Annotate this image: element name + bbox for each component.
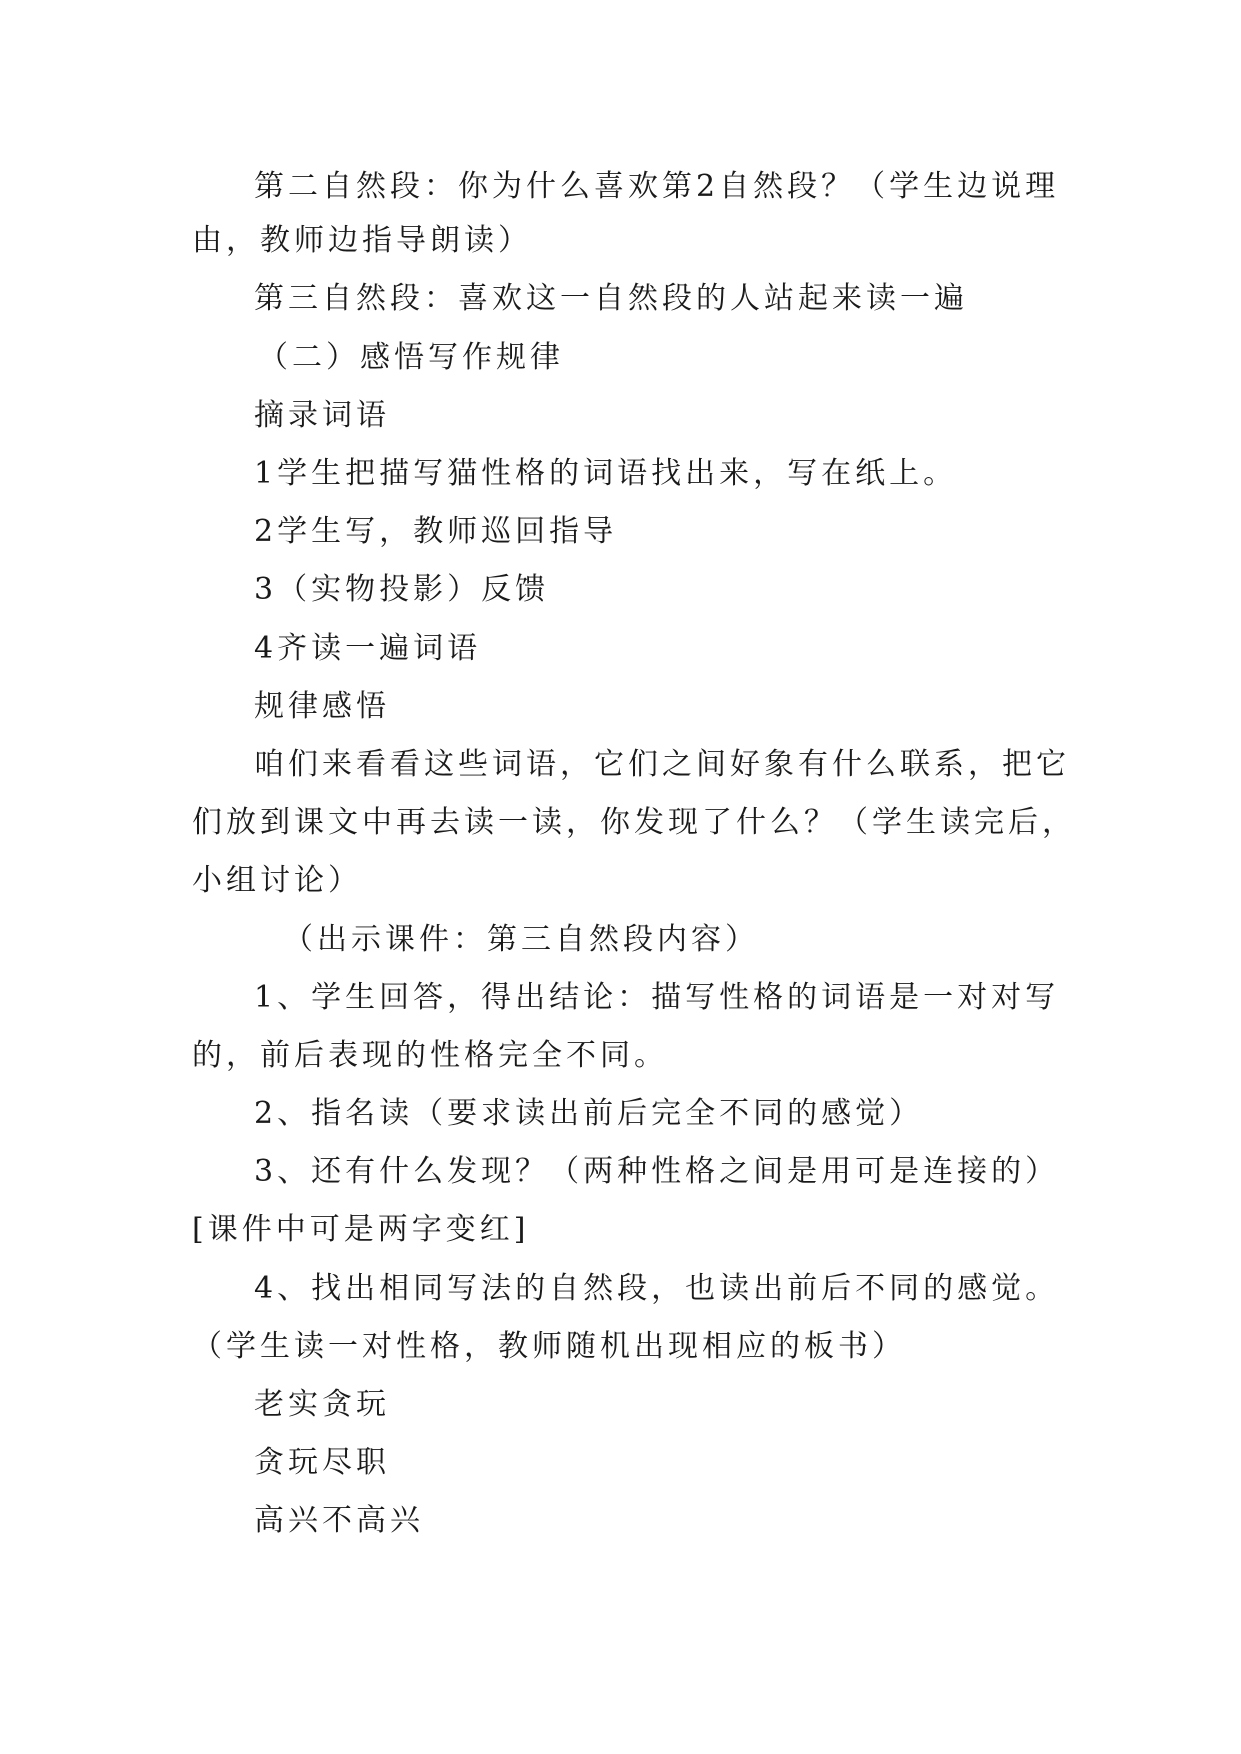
list-item: 1学生把描写猫性格的词语找出来，写在纸上。	[254, 456, 958, 491]
section-heading: （二）感悟写作规律	[258, 340, 564, 375]
paragraph-line: 第三自然段：喜欢这一自然段的人站起来读一遍	[254, 281, 968, 316]
list-item: 4齐读一遍词语	[254, 631, 482, 666]
paragraph-line: 小组讨论）	[192, 863, 362, 898]
paragraph-line: 第二自然段：你为什么喜欢第2自然段？（学生边说理	[254, 169, 1060, 204]
paragraph-line: 2、指名读（要求读出前后完全不同的感觉）	[254, 1096, 924, 1131]
list-item: 2学生写，教师巡回指导	[254, 514, 618, 549]
paragraph-line: 4、找出相同写法的自然段，也读出前后不同的感觉。	[254, 1271, 1060, 1306]
list-item: 3（实物投影）反馈	[254, 572, 550, 607]
paragraph-line: 咱们来看看这些词语，它们之间好象有什么联系，把它	[254, 747, 1070, 782]
paragraph-line: 3、还有什么发现？（两种性格之间是用可是连接的）	[254, 1154, 1060, 1189]
board-note: 老实贪玩	[254, 1387, 390, 1422]
paragraph-line: 们放到课文中再去读一读，你发现了什么？（学生读完后，	[192, 805, 1076, 840]
board-note: 高兴不高兴	[254, 1503, 424, 1538]
subheading: 摘录词语	[254, 398, 390, 433]
paragraph-line: [课件中可是两字变红]	[192, 1212, 530, 1247]
subheading: 规律感悟	[254, 689, 390, 724]
board-note: 贪玩尽职	[254, 1445, 390, 1480]
paragraph-line: （学生读一对性格，教师随机出现相应的板书）	[192, 1329, 906, 1364]
paragraph-line: 的，前后表现的性格完全不同。	[192, 1038, 668, 1073]
paragraph-line: 由，教师边指导朗读）	[192, 223, 532, 258]
paragraph-line: 1、学生回答，得出结论：描写性格的词语是一对对写	[254, 980, 1060, 1015]
paragraph-line: （出示课件：第三自然段内容）	[283, 922, 759, 957]
